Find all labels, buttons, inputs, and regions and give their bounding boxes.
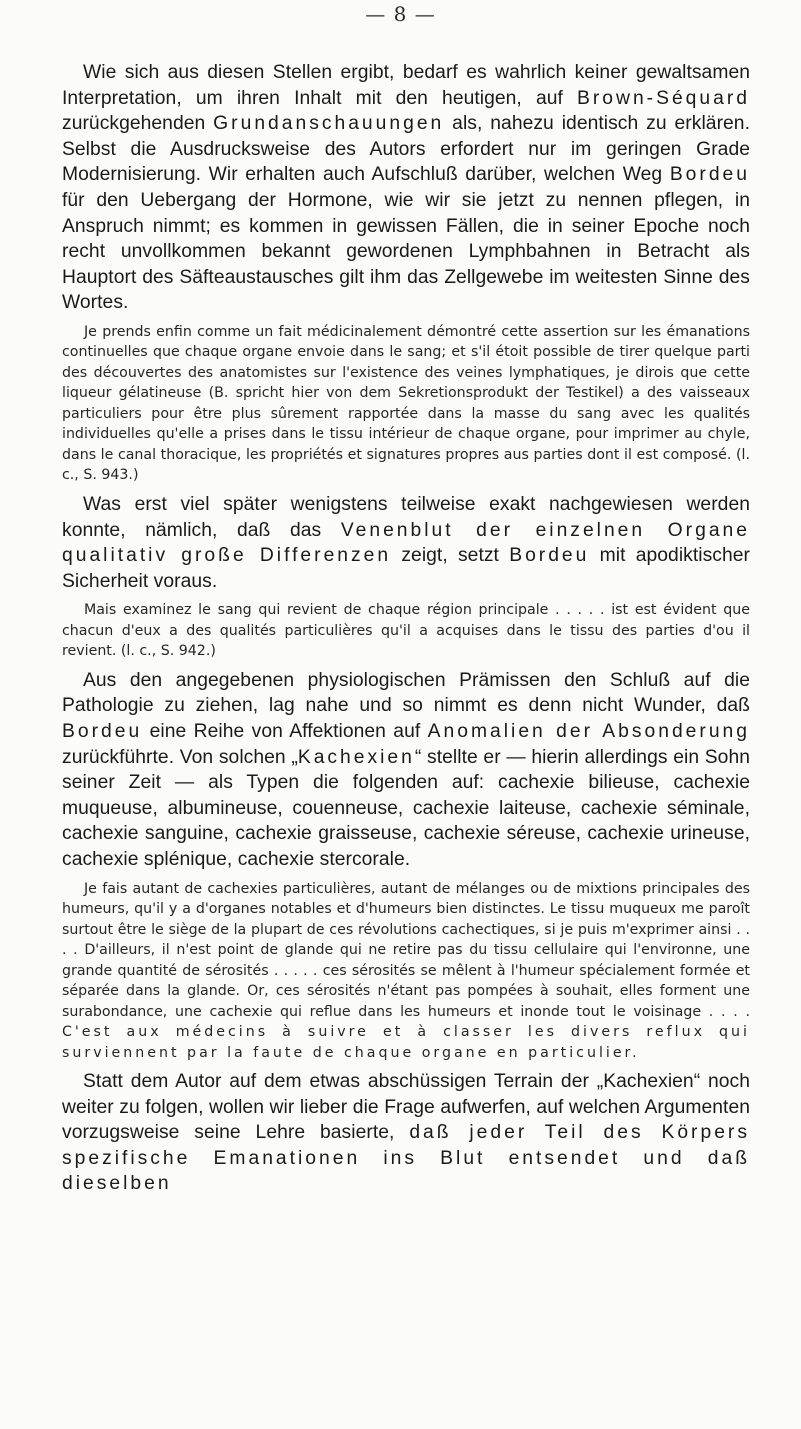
text-run: Was erst viel später wenigstens teilweise exakt nachgewiesen werden konnte, nämlich, daß das: [62, 493, 750, 541]
text-run: Je prends enfin comme un fait médicinalement démontré cette assertion sur les émanations continuelles que chaque organe envoie dans le sang; et s'il étoit possible de tirer quelque parti des découvertes des anatomistes sur l'existence des veines lymphatiques, je dirois que cette liqueur gélatineuse (B. spricht hier von dem Sekretionsprodukt der Testikel) a des vaisseaux particuliers pour être plus sûrement rapportée dans la masse du sang avec les qualités individuelles qu'elle a prises dans le tissu intérieur de chaque organe, pour imprimer au chyle, dans le canal thoracique, les propriétés et signatures propres aus parties dont il est composé. (l. c., S. 943.): [62, 323, 750, 484]
spaced-name: Brown-Séquard: [577, 87, 750, 109]
quote-fr-3: [62, 879, 750, 1064]
text-run: mit apodiktischer Sicherheit voraus.: [62, 545, 750, 592]
spaced-term: Kachexien: [297, 746, 415, 768]
spaced-term: Venenblut der einzelnen Organe qualitativ große Differenzen: [62, 519, 750, 567]
paragraph-de-2: [62, 492, 750, 594]
text-run: Wie sich aus diesen Stellen ergibt, bedarf es wahrlich keiner gewaltsamen Interpretation, um ihren Inhalt mit den heutigen, auf: [62, 62, 750, 109]
page-number: — 8 —: [365, 2, 436, 26]
text-run: für den Uebergang der Hormone, wie wir sie jetzt zu nennen pflegen, in Anspruch nimmt; es kommen in gewissen Fällen, die in seiner Epoche noch recht unvollkommen bekannt gewordenen Lymphbahnen in Betracht als Hauptort des Säfteaustausches gilt ihm das Zellgewebe im weitesten Sinne des Wortes.: [62, 189, 750, 314]
text-run: zurückführte. Von solchen „: [62, 746, 298, 768]
spaced-term: Grundanschauungen: [213, 113, 445, 135]
text-run: zurückgehenden: [62, 113, 214, 135]
text-run: zeigt, setzt: [391, 545, 510, 567]
spaced-name: Bordeu: [62, 721, 143, 742]
text-run: als, nahezu identisch zu erklären. Selbst die Ausdrucksweise des Autors erfordert nur im geringen Grade Modernisierung. Wir erhalten auch Aufschluß darüber, welchen Weg: [62, 113, 750, 186]
spaced-term: Anomalien der Absonderung: [427, 721, 750, 742]
text-run: Mais examinez le sang qui revient de chaque région principale . . . . . ist est évident que chacun d'eux a des qualités particulières qu'il a acquises dans le tissu des parties d'ou il revient. (l. c., S. 942.): [62, 602, 750, 660]
text-run: “ stellte er — hierin allerdings ein Sohn seiner Zeit — als Typen die folgenden auf: cachexie bilieuse, cachexie muqueuse, albumineuse, couenneuse, cachexie laiteuse, cachexie séminale, cachexie sanguine, cachexie graisseuse, cachexie séreuse, cachexie urineuse, cachexie splénique, cachexie stercorale.: [62, 746, 750, 870]
text-run: Je fais autant de cachexies particulières, autant de mélanges ou de mixtions principales des humeurs, qu'il y a d'organes notables et d'humeurs bien distinctes. Le tissu muqueux me paroît surtout être le siège de la plupart de ces révolutions cachectiques, si je puis m'exprimer ainsi . . . . D'ailleurs, il n'est point de glande qui ne retire pas du tissu cellulaire qui l'environne, une grande quantité de sérosités . . . . . ces sérosités se mêlent à l'humeur spécialement formée et séparée dans la glande. Or, ces sérosités n'étant pas pompées à souhait, elles forment une surabondance, une cachexie qui reflue dans les humeurs et inonde tout le voisinage . . . .: [62, 880, 750, 1020]
quote-fr-2: [62, 600, 750, 662]
quote-fr-1: [62, 322, 750, 486]
spaced-sentence: daß jeder Teil des Körpers spezifische Emanationen ins Blut entsendet und daß dieselben: [62, 1122, 750, 1195]
spaced-name: Bordeu: [669, 164, 750, 186]
paragraph-de-3: [62, 668, 750, 873]
text-run: Statt dem Autor auf dem etwas abschüssigen Terrain der „Kachexien“ noch weiter zu folgen, wollen wir lieber die Frage aufwerfen, auf welchen Argumenten vorzugsweise seine Lehre basierte,: [62, 1071, 750, 1144]
spaced-sentence: C'est aux médecins à suivre et à classer les divers reflux qui surviennent par la faute de chaque organe en particulier.: [62, 1024, 750, 1061]
text-run: eine Reihe von Affektionen auf: [142, 721, 428, 742]
paragraph-de-1: [62, 60, 750, 316]
text-run: Aus den angegebenen physiologischen Prämissen den Schluß auf die Pathologie zu ziehen, lag nahe und so nimmt es denn nicht Wunder, daß: [62, 669, 750, 717]
page-body: [62, 60, 750, 1197]
paragraph-de-4: [62, 1069, 750, 1197]
spaced-name: Bordeu: [509, 545, 590, 567]
